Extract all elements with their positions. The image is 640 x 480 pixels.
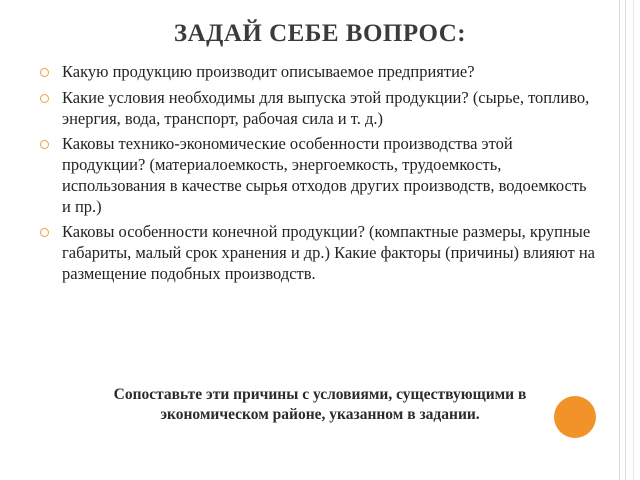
list-item	[36, 88, 596, 130]
list-item	[36, 222, 596, 284]
bullet-circle-icon	[40, 228, 49, 237]
list-item	[36, 134, 596, 217]
bullet-list	[36, 62, 596, 285]
list-item	[36, 62, 596, 83]
edge-rule-2	[625, 0, 626, 480]
bullet-list-container	[36, 62, 596, 290]
edge-rule-1	[619, 0, 620, 480]
slide-title: ЗАДАЙ СЕБЕ ВОПРОС:	[173, 20, 467, 47]
list-item-text: Каковы особенности конечной продукции? (компактные размеры, крупные габариты, малый срок хранения и др.) Какие факторы (причины) влияют на размещение подобных производств.	[62, 222, 595, 284]
bullet-circle-icon	[40, 68, 49, 77]
bullet-circle-icon	[40, 94, 49, 103]
bullet-circle-icon	[40, 140, 49, 149]
list-item-text: Какую продукцию производит описываемое предприятие?	[62, 62, 475, 81]
list-item-text: Каковы технико-экономические особенности производства этой продукции? (материалоемкость, энергоемкость, трудоемкость, использования в качестве сырья отходов других производств, водоемкость и пр.)	[62, 134, 587, 216]
list-item-text: Какие условия необходимы для выпуска этой продукции? (сырье, топливо, энергия, вода, транспорт, рабочая сила и т. д.)	[62, 87, 590, 128]
decorative-edge-rules	[614, 0, 640, 480]
closing-statement: Сопоставьте эти причины с условиями, существующими в экономическом районе, указанном в задании.	[113, 386, 527, 424]
decorative-circle-icon	[554, 396, 596, 438]
edge-rule-3	[633, 0, 634, 480]
